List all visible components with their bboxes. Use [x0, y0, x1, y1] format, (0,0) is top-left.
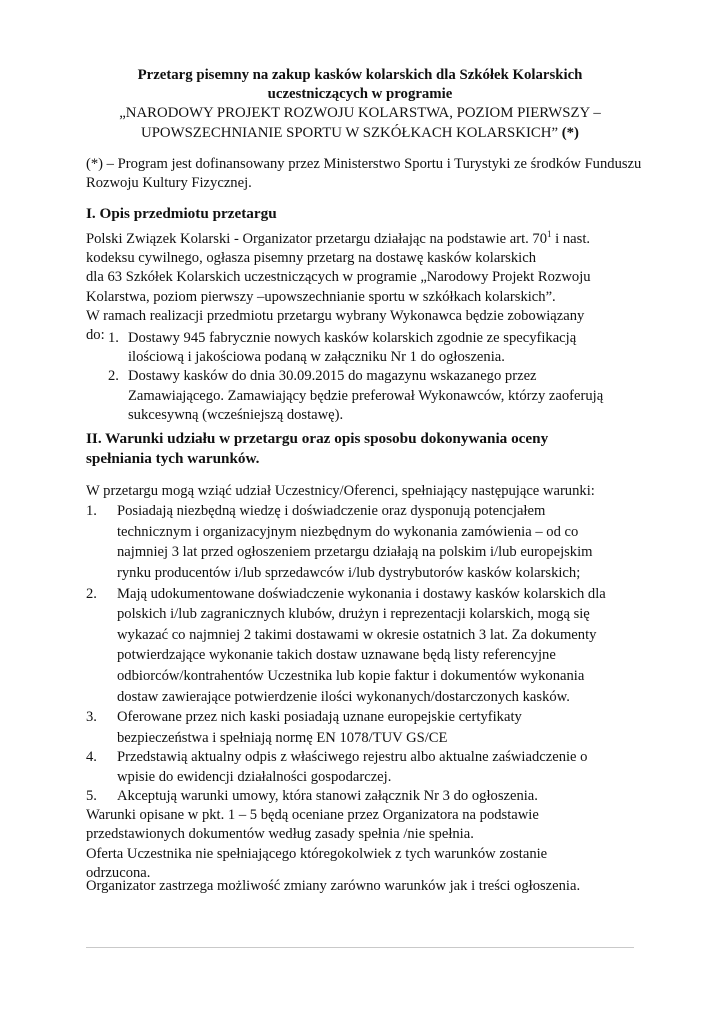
list-item-line: najmniej 3 lat przed ogłoszeniem przetargu działają na polskim i/lub europejskim: [117, 544, 593, 561]
section-1-line-1: [86, 230, 646, 249]
note-line-2: Rozwoju Kultury Fizycznej.: [86, 175, 252, 192]
list-number: 1.: [108, 330, 119, 346]
list-item: [86, 787, 646, 806]
list-number: 4.: [86, 749, 97, 766]
section-2-heading-line-1: II. Warunki udziału w przetargu oraz opis sposobu dokonywania oceny: [86, 430, 549, 447]
list-item-line: ilościową i jakościowa podaną w załączniku Nr 1 do ogłoszenia.: [128, 349, 505, 366]
note-line-1: (*) – Program jest dofinansowany przez Ministerstwo Sportu i Turystyki ze środków Funduszu: [86, 156, 642, 172]
list-item-line: potwierdzające wykonanie takich dostaw uznawane będą listy referencyjne: [117, 647, 556, 664]
footer-divider: [86, 947, 634, 948]
list-item-line: bezpieczeństwa i spełniają normę EN 1078/TUV GS/CE: [117, 729, 448, 746]
list-item: [86, 748, 646, 786]
section-1-line-4: Kolarstwa, poziom pierwszy –upowszechnianie sportu w szkółkach kolarskich”.: [86, 288, 556, 305]
list-item-line: Oferowane przez nich kaski posiadają uznane europejskie certyfikaty: [117, 709, 522, 726]
list-item-line: Przedstawią aktualny odpis z właściwego rejestru albo aktualne zaświadczenie o: [117, 749, 588, 766]
section-2-heading-line-2: spełniania tych warunków.: [86, 449, 260, 467]
list-item-line: rynku producentów i/lub sprzedawców i/lub dystrybutorów kasków kolarskich;: [117, 564, 581, 581]
list-number: 1.: [86, 503, 97, 520]
list-item-line: polskich i/lub zagranicznych klubów, drużyn i reprezentacji kolarskich, mogą się: [117, 606, 590, 623]
list-item: [86, 367, 646, 425]
list-number: 2.: [86, 585, 97, 602]
list-item-line: Dostawy 945 fabrycznie nowych kasków kolarskich zgodnie ze specyfikacją: [128, 330, 577, 346]
title-program-name: UPOWSZECHNIANIE SPORTU W SZKÓŁKACH KOLARSKICH”: [141, 124, 559, 141]
funding-note: [86, 155, 646, 193]
reservation-paragraph: Organizator zastrzega możliwość zmiany zarówno warunków jak i treści ogłoszenia.: [86, 878, 581, 894]
superscript-1: 1: [547, 229, 552, 240]
title-line-4: [86, 124, 634, 143]
title-line-3: „NARODOWY PROJEKT ROZWOJU KOLARSTWA, POZIOM PIERWSZY –: [119, 105, 601, 122]
list-item-line: wpisie do ewidencji działalności gospodarczej.: [117, 768, 392, 785]
section-1-list: [86, 329, 646, 425]
document-title: [86, 66, 634, 143]
title-line-2: uczestniczących w programie: [267, 86, 453, 103]
section-2-body: [86, 482, 646, 806]
list-item-line: sukcesywną (wcześniejszą dostawę).: [128, 406, 344, 423]
list-item-line: wykazać co najmniej 2 takimi dostawami w okresie ostatnich 3 lat. Za dokumenty: [117, 626, 597, 643]
list-item: [86, 707, 646, 748]
section-1-line-6: do:: [86, 327, 105, 344]
title-line-1: Przetarg pisemny na zakup kasków kolarskich dla Szkółek Kolarskich: [137, 67, 583, 83]
section-2-intro: W przetargu mogą wziąć udział Uczestnicy/Oferenci, spełniający następujące warunki:: [86, 483, 595, 499]
section-1-heading: I. Opis przedmiotu przetargu: [86, 205, 277, 222]
section-2-list: [86, 501, 646, 806]
section-1-line-1-text: Polski Związek Kolarski - Organizator przetargu działając na podstawie art. 70: [86, 231, 548, 247]
section-1-line-3: dla 63 Szkółek Kolarskich uczestniczących w programie „Narodowy Projekt Rozwoju: [86, 269, 591, 286]
section-1-line-1-end: i nast.: [551, 231, 591, 247]
list-item-line: dostaw zawierające potwierdzenie ilości wykonanych/dostarczonych kasków.: [117, 688, 570, 705]
title-footnote-mark: (*): [561, 124, 579, 141]
list-item-line: technicznym i organizacyjnym niezbędnym do wykonania zamówienia – od co: [117, 523, 579, 540]
section-2-heading: [86, 429, 646, 468]
list-number: 2.: [108, 368, 119, 385]
list-item-line: Mają udokumentowane doświadczenie wykonania i dostawy kasków kolarskich dla: [117, 585, 606, 602]
evaluation-line-2: przedstawionych dokumentów według zasady spełnia /nie spełnia.: [86, 826, 474, 843]
evaluation-line-1: Warunki opisane w pkt. 1 – 5 będą oceniane przez Organizatora na podstawie: [86, 807, 539, 823]
list-item-line: odbiorców/kontrahentów Uczestnika lub kopie faktur i dokumentów wykonania: [117, 667, 585, 684]
list-item-line: Posiadają niezbędną wiedzę i doświadczenie oraz dysponują potencjałem: [117, 503, 546, 520]
section-1-body: [86, 230, 646, 345]
list-item-line: Zamawiającego. Zamawiający będzie preferował Wykonawców, którzy zaoferują: [128, 387, 604, 404]
section-1-line-2: kodeksu cywilnego, ogłasza pisemny przetarg na dostawę kasków kolarskich: [86, 250, 536, 267]
list-item: [86, 584, 646, 708]
list-item-line: Akceptują warunki umowy, która stanowi załącznik Nr 3 do ogłoszenia.: [117, 787, 538, 804]
list-number: 3.: [86, 709, 97, 726]
section-1-line-5: W ramach realizacji przedmiotu przetargu wybrany Wykonawca będzie zobowiązany: [86, 307, 585, 324]
list-number: 5.: [86, 787, 97, 804]
rejection-line-1: Oferta Uczestnika nie spełniającego któregokolwiek z tych warunków zostanie: [86, 846, 548, 862]
list-item: [86, 329, 646, 367]
list-item: [86, 501, 646, 583]
list-item-line: Dostawy kasków do dnia 30.09.2015 do magazynu wskazanego przez: [128, 368, 537, 385]
rejection-line-2: odrzucona.: [86, 865, 151, 882]
evaluation-paragraph: [86, 806, 646, 844]
